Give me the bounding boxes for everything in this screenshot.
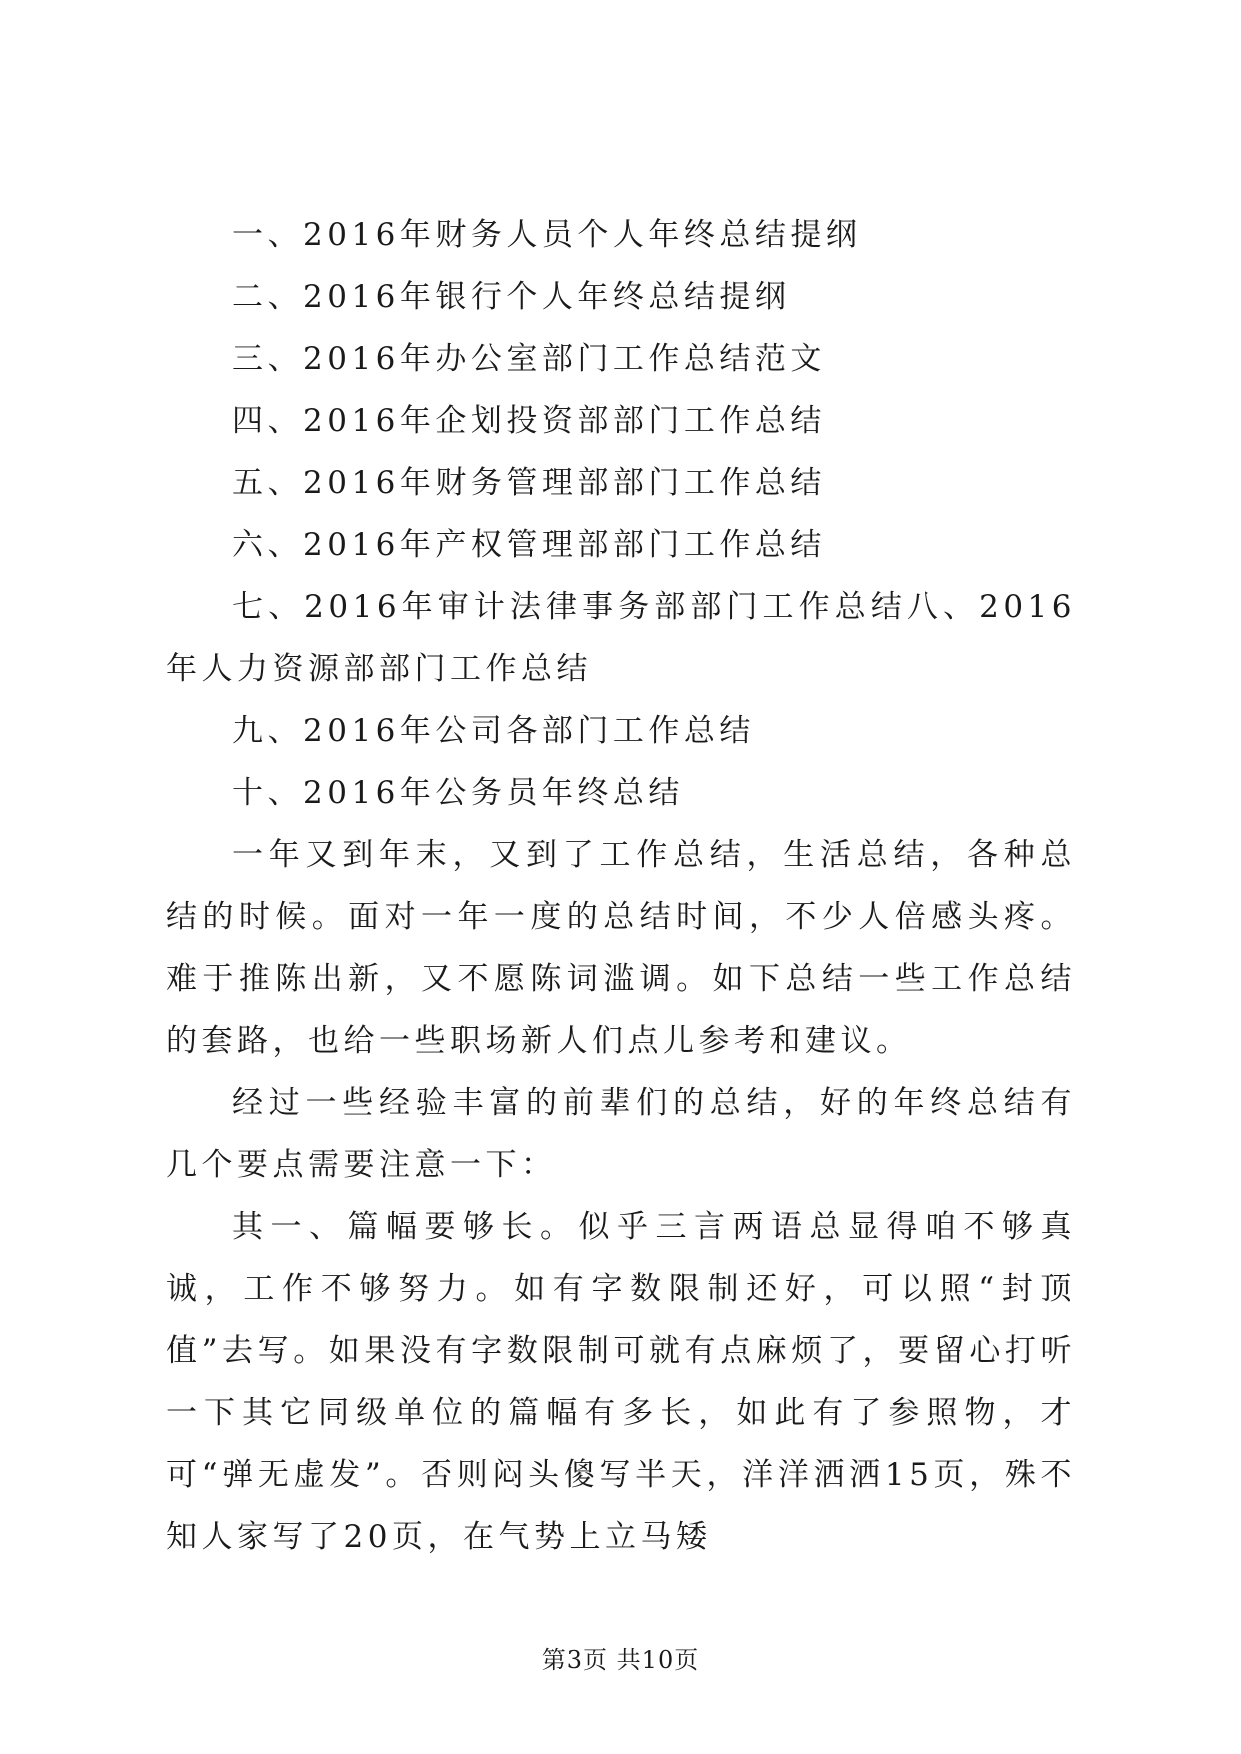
toc-item-3: 三、2016年办公室部门工作总结范文 [232,341,826,377]
toc-item-7: 七、2016年审计法律事务部部门工作总结八、2016年人力资源部部门工作总结 [166,589,1076,687]
toc-item-9: 九、2016年公司各部门工作总结 [232,713,755,749]
document-body [166,204,1076,1568]
body-paragraph-3: 其一、篇幅要够长。似乎三言两语总显得咱不够真诚，工作不够努力。如有字数限制还好，可以照“封顶值”去写。如果没有字数限制可就有点麻烦了，要留心打听一下其它同级单位的篇幅有多长，如此有了参照物，才可“弹无虚发”。否则闷头傻写半天，洋洋洒洒15页，殊不知人家写了20页，在气势上立马矮 [166,1209,1076,1555]
toc-item-4: 四、2016年企划投资部部门工作总结 [232,403,826,439]
body-paragraph-1: 一年又到年末，又到了工作总结，生活总结，各种总结的时候。面对一年一度的总结时间，不少人倍感头疼。难于推陈出新，又不愿陈词滥调。如下总结一些工作总结的套路，也给一些职场新人们点儿参考和建议。 [166,837,1076,1059]
toc-item-2: 二、2016年银行个人年终总结提纲 [232,279,791,315]
toc-item-1: 一、2016年财务人员个人年终总结提纲 [232,217,862,253]
toc-item-5: 五、2016年财务管理部部门工作总结 [232,465,826,501]
body-paragraph-2: 经过一些经验丰富的前辈们的总结，好的年终总结有几个要点需要注意一下： [166,1085,1076,1183]
toc-item-10: 十、2016年公务员年终总结 [232,775,684,811]
page-footer: 第3页 共10页 [541,1646,700,1674]
toc-item-6: 六、2016年产权管理部部门工作总结 [232,527,826,563]
